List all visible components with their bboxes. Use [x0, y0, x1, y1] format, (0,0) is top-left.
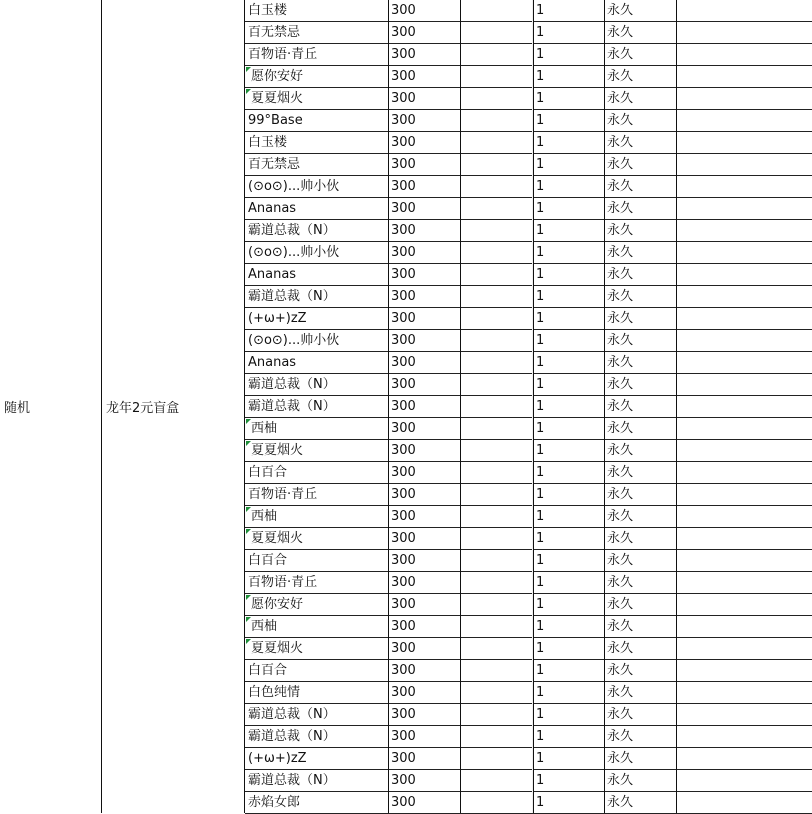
table-row	[245, 550, 812, 572]
price-cell[interactable]: 300	[391, 751, 416, 766]
item-name-cell[interactable]: (⊙o⊙)...帅小伙	[248, 245, 340, 260]
price-cell[interactable]: 300	[391, 3, 416, 18]
duration-cell[interactable]: 永久	[607, 311, 634, 326]
duration-cell[interactable]: 永久	[607, 355, 634, 370]
quantity-cell[interactable]: 1	[536, 707, 545, 722]
item-name-cell[interactable]: 夏夏烟火	[251, 641, 304, 656]
quantity-cell[interactable]: 1	[536, 487, 545, 502]
price-cell[interactable]: 300	[391, 619, 416, 634]
quantity-cell[interactable]: 1	[536, 399, 545, 414]
duration-cell[interactable]: 永久	[607, 201, 634, 216]
quantity-cell[interactable]: 1	[536, 531, 545, 546]
item-name-cell[interactable]: 99°Base	[248, 113, 303, 128]
price-cell[interactable]: 300	[391, 69, 416, 84]
item-name-cell[interactable]: (+ω+)zZ	[248, 751, 307, 766]
table-row	[245, 396, 812, 418]
quantity-cell[interactable]: 1	[536, 69, 545, 84]
quantity-cell[interactable]: 1	[536, 355, 545, 370]
item-name-cell[interactable]: 霸道总裁（N）	[248, 707, 336, 722]
item-name-cell[interactable]: Ananas	[248, 355, 297, 370]
table-row	[245, 352, 812, 374]
table-row	[245, 594, 812, 616]
duration-cell[interactable]: 永久	[607, 399, 634, 414]
quantity-cell[interactable]: 1	[536, 3, 545, 18]
quantity-cell[interactable]: 1	[536, 47, 545, 62]
table-row	[245, 704, 812, 726]
price-cell[interactable]: 300	[391, 355, 416, 370]
item-name-cell[interactable]: 百无禁忌	[248, 157, 301, 172]
duration-cell[interactable]: 永久	[607, 575, 634, 590]
table-row	[245, 154, 812, 176]
price-cell[interactable]: 300	[391, 201, 416, 216]
table-row	[245, 242, 812, 264]
item-name-cell[interactable]: Ananas	[248, 267, 297, 282]
duration-cell[interactable]: 永久	[607, 773, 634, 788]
duration-cell[interactable]: 永久	[607, 487, 634, 502]
quantity-cell[interactable]: 1	[536, 465, 545, 480]
price-cell[interactable]: 300	[391, 685, 416, 700]
table-row	[245, 374, 812, 396]
price-cell[interactable]: 300	[391, 377, 416, 392]
price-cell[interactable]: 300	[391, 245, 416, 260]
table-row	[245, 528, 812, 550]
quantity-cell[interactable]: 1	[536, 443, 545, 458]
table-row	[245, 418, 812, 440]
column-divider	[101, 0, 102, 813]
quantity-cell[interactable]: 1	[536, 135, 545, 150]
item-name-cell[interactable]: 霸道总裁（N）	[248, 729, 336, 744]
duration-cell[interactable]: 永久	[607, 223, 634, 238]
quantity-cell[interactable]: 1	[536, 729, 545, 744]
price-cell[interactable]: 300	[391, 597, 416, 612]
duration-cell[interactable]: 永久	[607, 113, 634, 128]
price-cell[interactable]: 300	[391, 707, 416, 722]
table-row	[245, 220, 812, 242]
duration-cell[interactable]: 永久	[607, 707, 634, 722]
table-row	[245, 176, 812, 198]
item-name-cell[interactable]: 白百合	[248, 663, 288, 678]
item-name-cell[interactable]: 白色纯情	[248, 685, 301, 700]
duration-cell[interactable]: 永久	[607, 443, 634, 458]
price-cell[interactable]: 300	[391, 113, 416, 128]
item-name-cell[interactable]: (⊙o⊙)...帅小伙	[248, 179, 340, 194]
item-name-cell[interactable]: 白百合	[248, 553, 288, 568]
duration-cell[interactable]: 永久	[607, 685, 634, 700]
duration-cell[interactable]: 永久	[607, 157, 634, 172]
quantity-cell[interactable]: 1	[536, 91, 545, 106]
item-name-cell[interactable]: 夏夏烟火	[251, 443, 304, 458]
duration-cell[interactable]: 永久	[607, 47, 634, 62]
price-cell[interactable]: 300	[391, 333, 416, 348]
item-name-cell[interactable]: 西柚	[251, 421, 278, 436]
item-name-cell[interactable]: 赤焰女郎	[248, 795, 301, 810]
price-cell[interactable]: 300	[391, 553, 416, 568]
duration-cell[interactable]: 永久	[607, 619, 634, 634]
table-row	[245, 770, 812, 792]
item-name-cell[interactable]: 白玉楼	[248, 3, 288, 18]
price-cell[interactable]: 300	[391, 135, 416, 150]
price-cell[interactable]: 300	[391, 663, 416, 678]
table-row	[245, 44, 812, 66]
item-name-cell[interactable]: 愿你安好	[251, 597, 304, 612]
duration-cell[interactable]: 永久	[607, 267, 634, 282]
price-cell[interactable]: 300	[391, 575, 416, 590]
quantity-cell[interactable]: 1	[536, 421, 545, 436]
duration-cell[interactable]: 永久	[607, 3, 634, 18]
table-row	[245, 88, 812, 110]
price-cell[interactable]: 300	[391, 267, 416, 282]
price-cell[interactable]: 300	[391, 421, 416, 436]
item-name-cell[interactable]: 愿你安好	[251, 69, 304, 84]
item-name-cell[interactable]: 夏夏烟火	[251, 91, 304, 106]
quantity-cell[interactable]: 1	[536, 25, 545, 40]
quantity-cell[interactable]: 1	[536, 795, 545, 810]
quantity-cell[interactable]: 1	[536, 641, 545, 656]
item-name-cell[interactable]: 白玉楼	[248, 135, 288, 150]
item-name-cell[interactable]: 白百合	[248, 465, 288, 480]
column-divider	[460, 0, 461, 813]
table-row	[245, 726, 812, 748]
price-cell[interactable]: 300	[391, 223, 416, 238]
price-cell[interactable]: 300	[391, 443, 416, 458]
duration-cell[interactable]: 永久	[607, 135, 634, 150]
quantity-cell[interactable]: 1	[536, 113, 545, 128]
duration-cell[interactable]: 永久	[607, 179, 634, 194]
price-cell[interactable]: 300	[391, 795, 416, 810]
item-name-cell[interactable]: 夏夏烟火	[251, 531, 304, 546]
price-cell[interactable]: 300	[391, 311, 416, 326]
table-row	[245, 440, 812, 462]
item-name-cell[interactable]: (⊙o⊙)...帅小伙	[248, 333, 340, 348]
quantity-cell[interactable]: 1	[536, 289, 545, 304]
quantity-cell[interactable]: 1	[536, 245, 545, 260]
duration-cell[interactable]: 永久	[607, 421, 634, 436]
price-cell[interactable]: 300	[391, 531, 416, 546]
table-row	[245, 286, 812, 308]
item-name-cell[interactable]: Ananas	[248, 201, 297, 216]
price-cell[interactable]: 300	[391, 179, 416, 194]
quantity-cell[interactable]: 1	[536, 619, 545, 634]
price-cell[interactable]: 300	[391, 729, 416, 744]
price-cell[interactable]: 300	[391, 399, 416, 414]
price-cell[interactable]: 300	[391, 773, 416, 788]
duration-cell[interactable]: 永久	[607, 553, 634, 568]
duration-cell[interactable]: 永久	[607, 91, 634, 106]
table-row	[245, 638, 812, 660]
table-row	[245, 264, 812, 286]
quantity-cell[interactable]: 1	[536, 751, 545, 766]
table-row	[245, 308, 812, 330]
price-cell[interactable]: 300	[391, 509, 416, 524]
quantity-cell[interactable]: 1	[536, 597, 545, 612]
duration-cell[interactable]: 永久	[607, 729, 634, 744]
quantity-cell[interactable]: 1	[536, 333, 545, 348]
item-name-cell[interactable]: 百无禁忌	[248, 25, 301, 40]
price-cell[interactable]: 300	[391, 91, 416, 106]
quantity-cell[interactable]: 1	[536, 267, 545, 282]
duration-cell[interactable]: 永久	[607, 641, 634, 656]
table-row	[245, 506, 812, 528]
category-label: 随机	[4, 401, 31, 416]
duration-cell[interactable]: 永久	[607, 795, 634, 810]
quantity-cell[interactable]: 1	[536, 377, 545, 392]
box-name-label: 龙年2元盲盒	[106, 401, 180, 416]
item-name-cell[interactable]: 西柚	[251, 619, 278, 634]
item-name-cell[interactable]: 西柚	[251, 509, 278, 524]
merged-cell-category[interactable]	[0, 0, 102, 813]
quantity-cell[interactable]: 1	[536, 575, 545, 590]
duration-cell[interactable]: 永久	[607, 289, 634, 304]
quantity-cell[interactable]: 1	[536, 773, 545, 788]
quantity-cell[interactable]: 1	[536, 663, 545, 678]
item-name-cell[interactable]: 百物语·青丘	[248, 575, 318, 590]
price-cell[interactable]: 300	[391, 25, 416, 40]
item-name-cell[interactable]: 霸道总裁（N）	[248, 289, 336, 304]
table-row	[245, 198, 812, 220]
quantity-cell[interactable]: 1	[536, 553, 545, 568]
item-name-cell[interactable]: 霸道总裁（N）	[248, 773, 336, 788]
quantity-cell[interactable]: 1	[536, 201, 545, 216]
price-cell[interactable]: 300	[391, 465, 416, 480]
item-name-cell[interactable]: 百物语·青丘	[248, 47, 318, 62]
item-name-cell[interactable]: 霸道总裁（N）	[248, 223, 336, 238]
column-divider	[676, 0, 677, 813]
column-divider	[533, 0, 534, 813]
item-name-cell[interactable]: (+ω+)zZ	[248, 311, 307, 326]
table-row	[245, 22, 812, 44]
quantity-cell[interactable]: 1	[536, 157, 545, 172]
item-name-cell[interactable]: 霸道总裁（N）	[248, 377, 336, 392]
duration-cell[interactable]: 永久	[607, 69, 634, 84]
table-row	[245, 792, 812, 814]
duration-cell[interactable]: 永久	[607, 465, 634, 480]
price-cell[interactable]: 300	[391, 157, 416, 172]
duration-cell[interactable]: 永久	[607, 751, 634, 766]
table-row	[245, 748, 812, 770]
price-cell[interactable]: 300	[391, 47, 416, 62]
table-row	[245, 66, 812, 88]
price-cell[interactable]: 300	[391, 289, 416, 304]
column-divider	[604, 0, 605, 813]
duration-cell[interactable]: 永久	[607, 333, 634, 348]
column-divider	[388, 0, 389, 813]
column-divider	[244, 0, 245, 813]
item-name-cell[interactable]: 霸道总裁（N）	[248, 399, 336, 414]
price-cell[interactable]: 300	[391, 641, 416, 656]
table-row	[245, 462, 812, 484]
table-row	[245, 110, 812, 132]
quantity-cell[interactable]: 1	[536, 509, 545, 524]
duration-cell[interactable]: 永久	[607, 509, 634, 524]
table-row	[245, 330, 812, 352]
duration-cell[interactable]: 永久	[607, 663, 634, 678]
item-name-cell[interactable]: 百物语·青丘	[248, 487, 318, 502]
table-row	[245, 682, 812, 704]
table-row	[245, 616, 812, 638]
duration-cell[interactable]: 永久	[607, 597, 634, 612]
quantity-cell[interactable]: 1	[536, 685, 545, 700]
duration-cell[interactable]: 永久	[607, 25, 634, 40]
table-row	[245, 572, 812, 594]
quantity-cell[interactable]: 1	[536, 311, 545, 326]
duration-cell[interactable]: 永久	[607, 245, 634, 260]
quantity-cell[interactable]: 1	[536, 223, 545, 238]
quantity-cell[interactable]: 1	[536, 179, 545, 194]
table-row	[245, 660, 812, 682]
duration-cell[interactable]: 永久	[607, 377, 634, 392]
duration-cell[interactable]: 永久	[607, 531, 634, 546]
table-row	[245, 0, 812, 22]
price-cell[interactable]: 300	[391, 487, 416, 502]
table-row	[245, 132, 812, 154]
table-row	[245, 484, 812, 506]
merged-cell-box-name[interactable]	[102, 0, 245, 813]
